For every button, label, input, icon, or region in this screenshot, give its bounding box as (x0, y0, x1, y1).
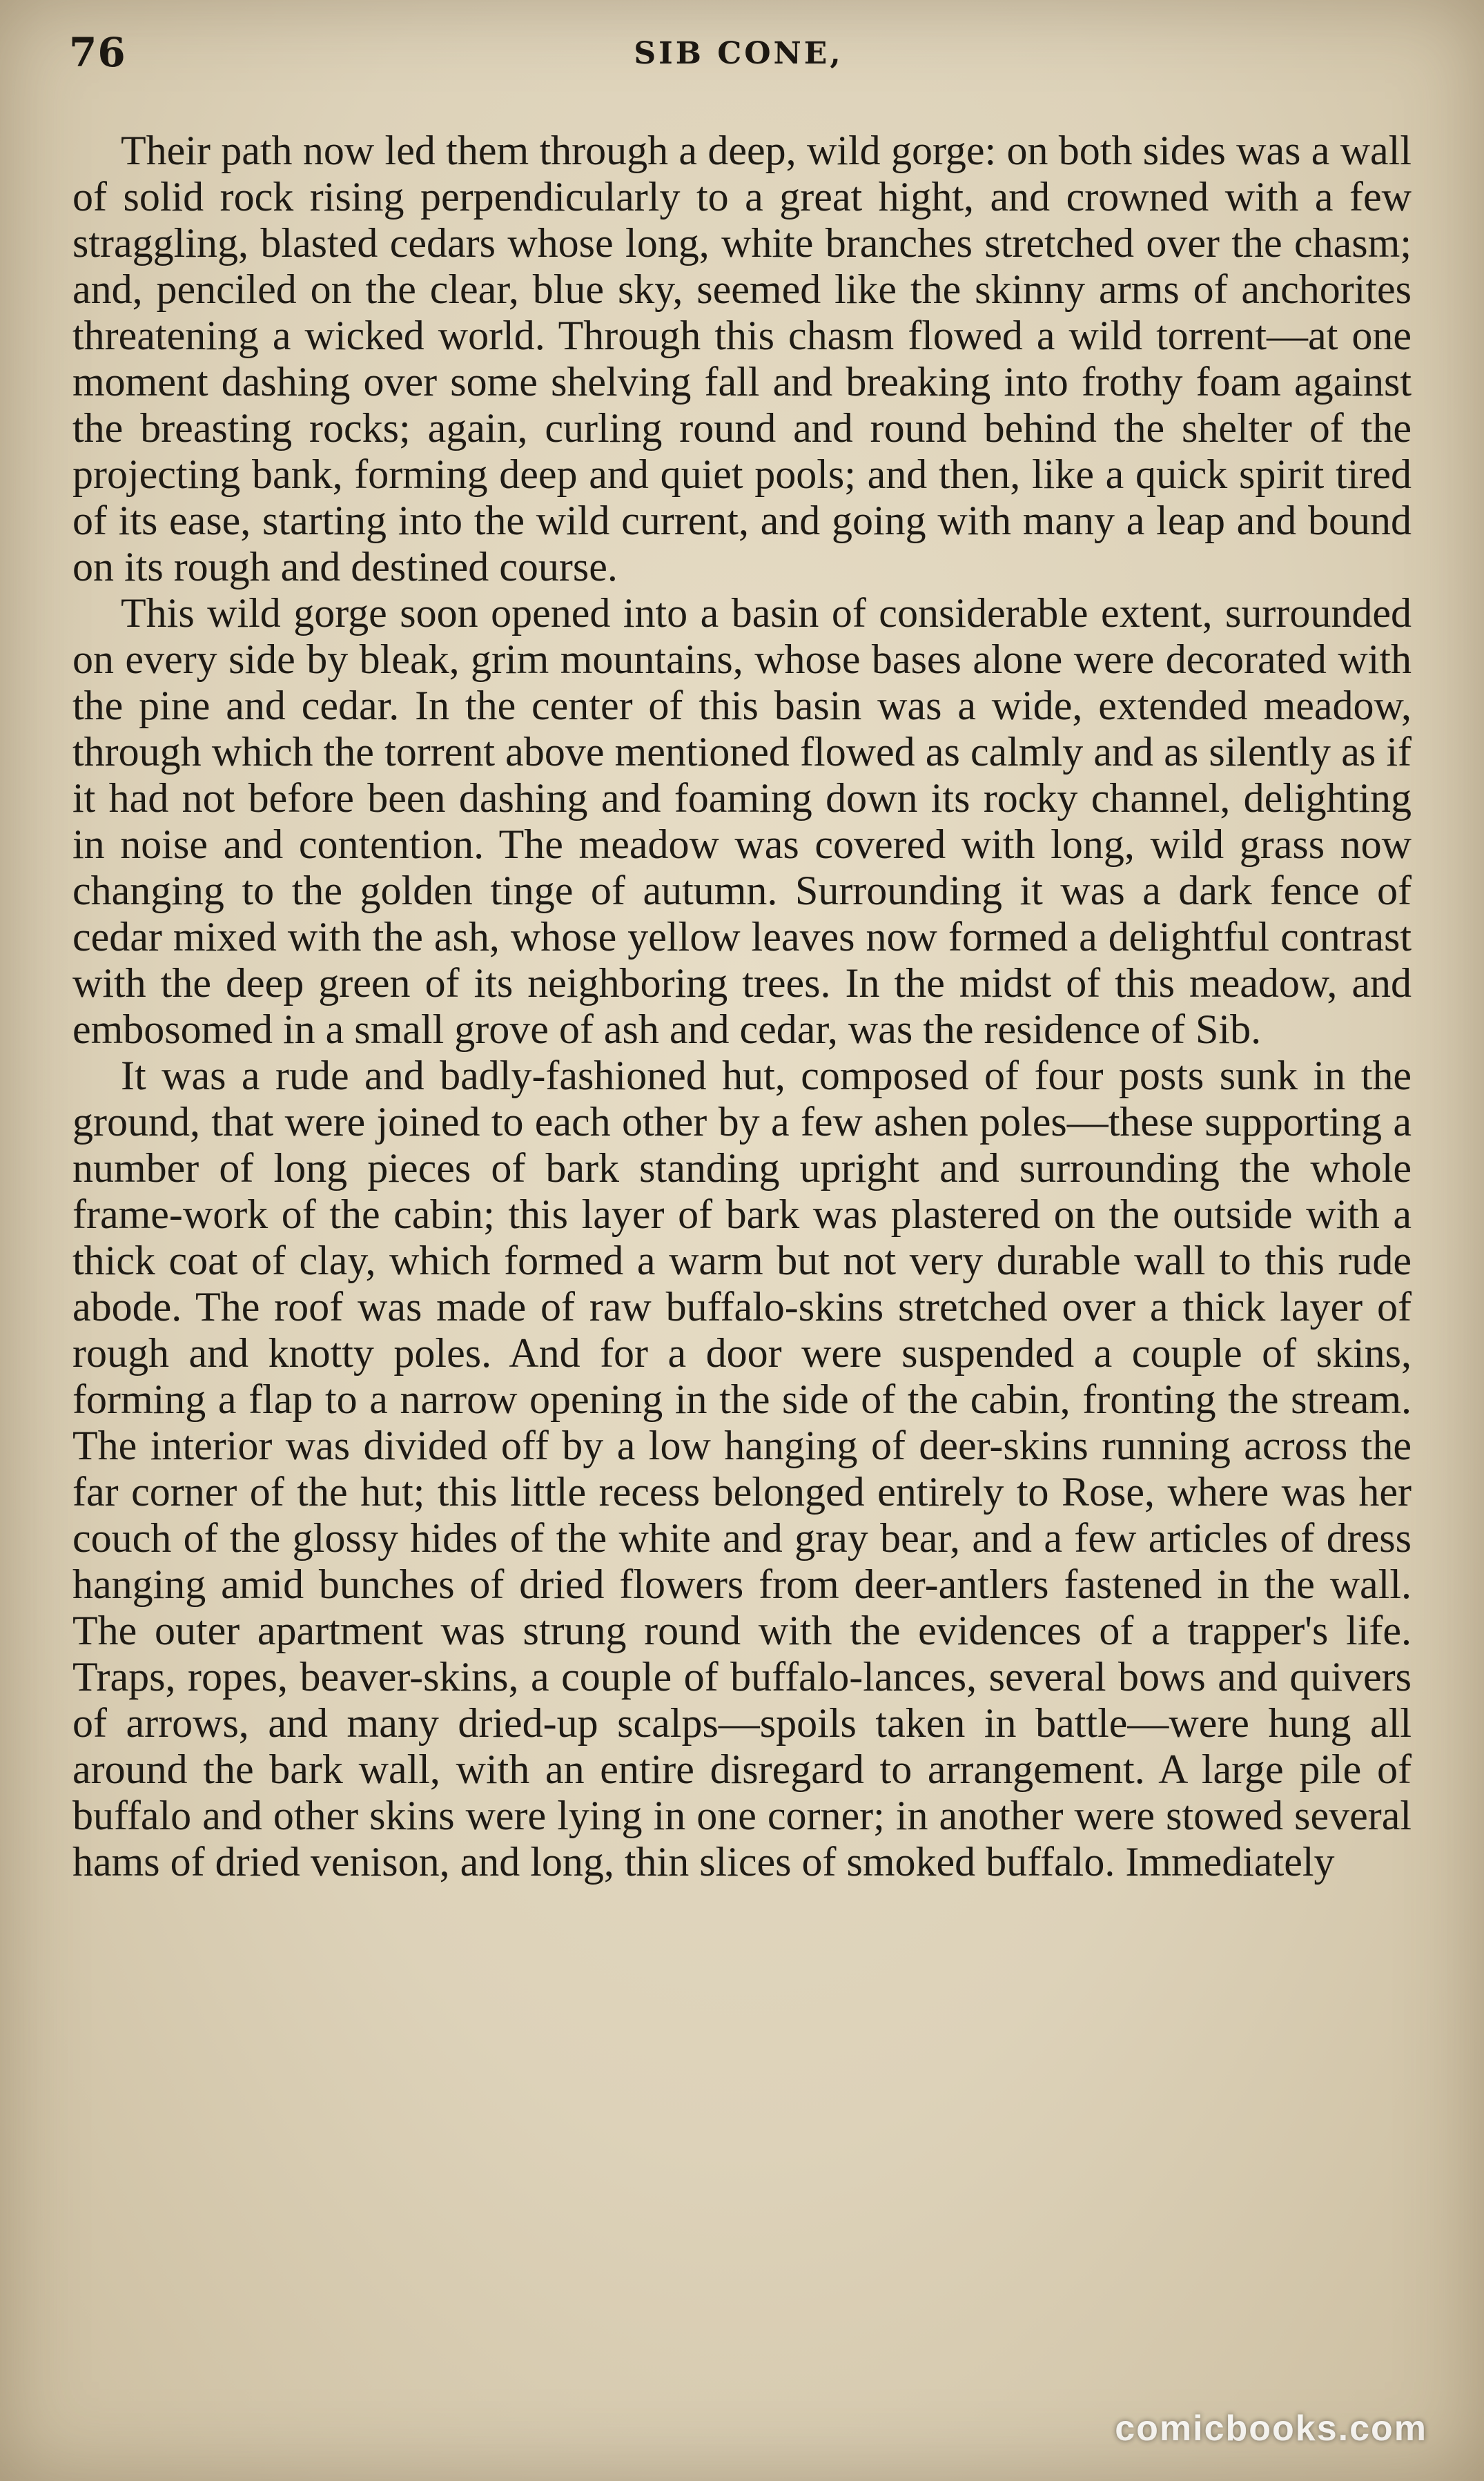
watermark-logo: comicbooks.com (1115, 2409, 1427, 2449)
paragraph-gorge: Their path now led them through a deep, wild gorge: on both sides was a wall of solid rock rising perpendicularly to a great hight, and crowned with a few straggling, blasted cedars whose long, white branches stretched over the chasm; and, penciled on the clear, blue sky, seemed like the skinny arms of anchorites threatening a wicked world. Through this chasm flowed a wild torrent—at one moment dashing over some shelving fall and breaking into frothy foam against the breasting rocks; again, curling round and round behind the shelter of the projecting bank, forming deep and quiet pools; and then, like a quick spirit tired of its ease, starting into the wild current, and going with many a leap and bound on its rough and destined course. (72, 128, 1412, 590)
paragraph-hut: It was a rude and badly-fashioned hut, composed of four posts sunk in the ground, that were joined to each other by a few ashen poles—these supporting a number of long pieces of bark standing upright and surrounding the whole frame-work of the cabin; this layer of bark was plastered on the outside with a thick coat of clay, which formed a warm but not very durable wall to this rude abode. The roof was made of raw buffalo-skins stretched over a thick layer of rough and knotty poles. And for a door were suspended a couple of skins, forming a flap to a narrow opening in the side of the cabin, fronting the stream. The interior was divided off by a low hanging of deer-skins running across the far corner of the hut; this little recess belonged entirely to Rose, where was her couch of the glossy hides of the white and gray bear, and a few articles of dress hanging amid bunches of dried flowers from deer-antlers fastened in the wall. The outer apartment was strung round with the evidences of a trapper's life. Traps, ropes, beaver-skins, a couple of buffalo-lances, several bows and quivers of arrows, and many dried-up scalps—spoils taken in battle—were hung all around the bark wall, with an entire disregard to arrangement. A large pile of buffalo and other skins were lying in one corner; in another were stowed several hams of dried venison, and long, thin slices of smoked buffalo. Immediately (72, 1053, 1412, 1885)
running-head (69, 29, 1408, 77)
page-number: 76 (69, 29, 126, 76)
running-title: SIB CONE, (634, 36, 843, 71)
paragraph-basin: This wild gorge soon opened into a basin of considerable extent, surrounded on every side by bleak, grim mountains, whose bases alone were decorated with the pine and cedar. In the center of this basin was a wide, extended meadow, through which the torrent above mentioned flowed as calmly and as silently as if it had not before been dashing and foaming down its rocky channel, delighting in noise and contention. The meadow was covered with long, wild grass now changing to the golden tinge of autumn. Surrounding it was a dark fence of cedar mixed with the ash, whose yellow leaves now formed a delightful contrast with the deep green of its neighboring trees. In the midst of this meadow, and embosomed in a small grove of ash and cedar, was the residence of Sib. (72, 590, 1412, 1052)
body-text (72, 128, 1412, 2406)
